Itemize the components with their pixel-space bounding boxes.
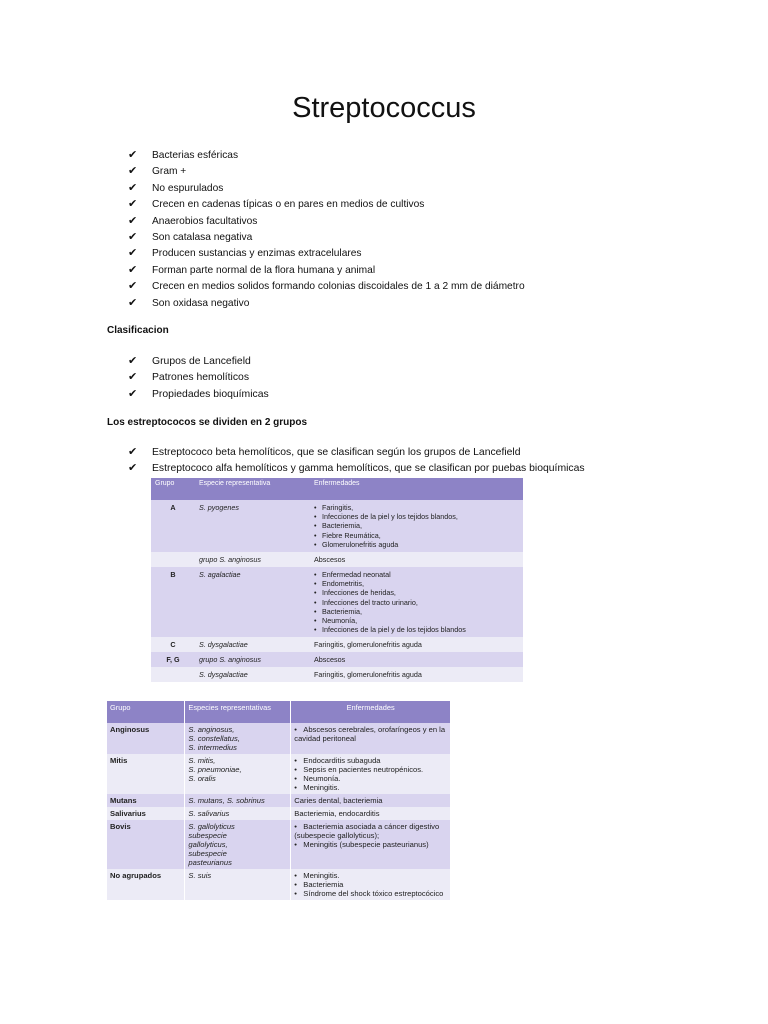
table-row	[151, 667, 523, 682]
checkmark-icon: ✔	[128, 198, 138, 211]
table-row	[151, 500, 523, 552]
checkmark-icon: ✔	[128, 387, 138, 400]
header-especie: Especie representativa	[195, 478, 310, 500]
list-item	[128, 263, 525, 279]
table-row	[107, 807, 451, 820]
table-row	[151, 637, 523, 652]
bullet-item: • Faringitis,	[314, 503, 519, 512]
species-line: S. mitis,	[188, 756, 216, 765]
lancefield-table	[151, 478, 523, 682]
checkmark-icon: ✔	[128, 355, 138, 367]
cell-enfermedades: Abscesos	[310, 552, 523, 567]
bullet-list	[294, 756, 447, 792]
table-header-row	[107, 701, 451, 723]
cell-enfermedades	[291, 869, 451, 900]
bullet-item: • Neumonía,	[314, 616, 519, 625]
bullet-list	[294, 725, 447, 743]
list-item-text: Propiedades bioquímicas	[152, 388, 269, 400]
clasificacion-heading: Clasificacion	[107, 325, 169, 336]
checkmark-icon: ✔	[128, 462, 138, 475]
cell-especie: grupo S. anginosus	[195, 652, 310, 667]
cell-enfermedades: Caries dental, bacteriemia	[291, 794, 451, 807]
checkmark-icon: ✔	[128, 165, 138, 178]
cell-grupo: F, G	[151, 652, 195, 667]
table-row	[107, 869, 451, 900]
species-line: S. mutans, S. sobrinus	[188, 796, 265, 805]
list-item-text: Estreptococo alfa hemolíticos y gamma hemolíticos, que se clasifican por puebas bioquímicas	[152, 463, 585, 475]
species-line: S. pneumoniae,	[188, 765, 242, 774]
bullet-item: • Meningitis.	[294, 783, 447, 792]
cell-grupo: No agrupados	[107, 869, 185, 900]
cell-enfermedades	[291, 820, 451, 869]
page-title: Streptococcus	[292, 92, 476, 124]
list-item	[128, 370, 269, 386]
list-item-text: Producen sustancias y enzimas extracelulares	[152, 248, 362, 260]
table-row	[107, 754, 451, 794]
table-header-row	[151, 478, 523, 500]
species-line: S. constellatus,	[188, 734, 240, 743]
checkmark-icon: ✔	[128, 149, 138, 161]
checkmark-icon: ✔	[128, 446, 138, 458]
checkmark-icon: ✔	[128, 214, 138, 227]
list-item-text: Patrones hemolíticos	[152, 372, 250, 384]
checkmark-icon: ✔	[128, 296, 138, 309]
list-item-text: Grupos de Lancefield	[152, 356, 251, 367]
cell-especies	[185, 807, 291, 820]
checkmark-icon: ✔	[128, 181, 138, 194]
list-item	[128, 148, 525, 164]
bullet-item: • Abscesos cerebrales, orofaríngeos y en la cavidad peritoneal	[294, 725, 447, 743]
cell-enfermedades	[310, 567, 523, 637]
cell-especies	[185, 794, 291, 807]
species-line: S. oralis	[188, 774, 216, 783]
cell-especies	[185, 754, 291, 794]
cell-enfermedades	[310, 500, 523, 552]
species-line: subespecie	[188, 831, 227, 840]
list-item	[128, 354, 269, 370]
bullet-item: • Síndrome del shock tóxico estreptocócico	[294, 889, 447, 898]
species-line: S. gallolyticus	[188, 822, 235, 831]
cell-especies	[185, 723, 291, 754]
species-line: S. suis	[188, 871, 212, 880]
species-line: S. intermedius	[188, 743, 237, 752]
bullet-item: • Infecciones del tracto urinario,	[314, 598, 519, 607]
bullet-item: • Sepsis en pacientes neutropénicos.	[294, 765, 447, 774]
table-row	[107, 820, 451, 869]
bullet-item: • Infecciones de la piel y de los tejidos blandos	[314, 625, 519, 634]
list-item	[128, 296, 525, 312]
checkmark-icon: ✔	[128, 263, 138, 276]
bullet-item: • Neumonía.	[294, 774, 447, 783]
grupos-heading: Los estreptococos se dividen en 2 grupos	[107, 417, 308, 428]
list-item-text: Son oxidasa negativo	[152, 297, 250, 309]
list-item	[128, 445, 585, 461]
cell-especie: S. dysgalactiae	[195, 667, 310, 682]
bullet-item: • Fiebre Reumática,	[314, 531, 519, 540]
clasificacion-list	[128, 354, 269, 403]
cell-grupo: B	[151, 567, 195, 637]
list-item	[128, 181, 525, 197]
bullet-item: • Enfermedad neonatal	[314, 570, 519, 579]
checkmark-icon: ✔	[128, 280, 138, 293]
checkmark-icon: ✔	[128, 371, 138, 384]
grupos-list	[128, 445, 585, 478]
checkmark-icon: ✔	[128, 247, 138, 260]
cell-especie: S. pyogenes	[195, 500, 310, 552]
list-item-text: Crecen en cadenas típicas o en pares en medios de cultivos	[152, 199, 425, 211]
list-item	[128, 230, 525, 246]
bullet-item: • Bacteriemia,	[314, 521, 519, 530]
cell-especie: S. dysgalactiae	[195, 637, 310, 652]
list-item-text: Crecen en medios solidos formando colonias discoidales de 1 a 2 mm de diámetro	[152, 281, 525, 293]
cell-grupo	[151, 667, 195, 682]
list-item	[128, 387, 269, 403]
table-row	[107, 794, 451, 807]
list-item-text: Forman parte normal de la flora humana y animal	[152, 264, 376, 276]
header-enfermedades: Enfermedades	[291, 701, 451, 723]
bullet-list	[314, 570, 519, 634]
list-item	[128, 279, 525, 295]
list-item-text: Bacterias esféricas	[152, 150, 239, 161]
list-item	[128, 164, 525, 180]
bullet-item: • Meningitis (subespecie pasteurianus)	[294, 840, 447, 849]
cell-grupo: Salivarius	[107, 807, 185, 820]
bullet-list	[294, 871, 447, 898]
bullet-list	[294, 822, 447, 849]
cell-grupo: Anginosus	[107, 723, 185, 754]
bullet-item: • Infecciones de la piel y los tejidos blandos,	[314, 512, 519, 521]
header-enfermedades: Enfermedades	[310, 478, 523, 500]
checkmark-icon: ✔	[128, 230, 138, 243]
bullet-item: • Glomerulonefritis aguda	[314, 540, 519, 549]
list-item-text: Son catalasa negativa	[152, 231, 253, 243]
bullet-item: • Bacteriemia	[294, 880, 447, 889]
header-especies: Especies representativas	[185, 701, 291, 723]
list-item-text: No espurulados	[152, 182, 224, 194]
list-item	[128, 214, 525, 230]
cell-grupo: Mutans	[107, 794, 185, 807]
cell-enfermedades: Bacteriemia, endocarditis	[291, 807, 451, 820]
cell-especies	[185, 820, 291, 869]
table-row	[151, 567, 523, 637]
list-item	[128, 197, 525, 213]
bullet-item: • Endocarditis subaguda	[294, 756, 447, 765]
list-item-text: Gram +	[152, 166, 187, 178]
bullet-item: • Infecciones de heridas,	[314, 588, 519, 597]
features-list	[128, 148, 525, 312]
species-line: subespecie	[188, 849, 227, 858]
header-grupo: Grupo	[151, 478, 195, 500]
bullet-list	[314, 503, 519, 549]
cell-grupo: C	[151, 637, 195, 652]
cell-enfermedades	[291, 754, 451, 794]
cell-grupo: A	[151, 500, 195, 552]
cell-especie: grupo S. anginosus	[195, 552, 310, 567]
cell-grupo	[151, 552, 195, 567]
bullet-item: • Meningitis.	[294, 871, 447, 880]
table-row	[151, 652, 523, 667]
cell-enfermedades: Faringitis, glomerulonefritis aguda	[310, 667, 523, 682]
species-line: pasteurianus	[188, 858, 232, 867]
list-item	[128, 246, 525, 262]
header-grupo: Grupo	[107, 701, 185, 723]
viridans-table	[107, 701, 451, 900]
bullet-item: • Bacteriemia,	[314, 607, 519, 616]
cell-enfermedades	[291, 723, 451, 754]
cell-enfermedades: Abscesos	[310, 652, 523, 667]
table-row	[151, 552, 523, 567]
table-row	[107, 723, 451, 754]
bullet-item: • Bacteriemia asociada a cáncer digestivo (subespecie gallolyticus);	[294, 822, 447, 840]
cell-grupo: Mitis	[107, 754, 185, 794]
list-item-text: Estreptococo beta hemolíticos, que se clasifican según los grupos de Lancefield	[152, 447, 521, 458]
cell-enfermedades: Faringitis, glomerulonefritis aguda	[310, 637, 523, 652]
cell-especies	[185, 869, 291, 900]
cell-grupo: Bovis	[107, 820, 185, 869]
species-line: S. salivarius	[188, 809, 230, 818]
list-item	[128, 461, 585, 477]
bullet-item: • Endometritis,	[314, 579, 519, 588]
list-item-text: Anaerobios facultativos	[152, 215, 258, 227]
species-line: gallolyticus,	[188, 840, 228, 849]
cell-especie: S. agalactiae	[195, 567, 310, 637]
species-line: S. anginosus,	[188, 725, 235, 734]
